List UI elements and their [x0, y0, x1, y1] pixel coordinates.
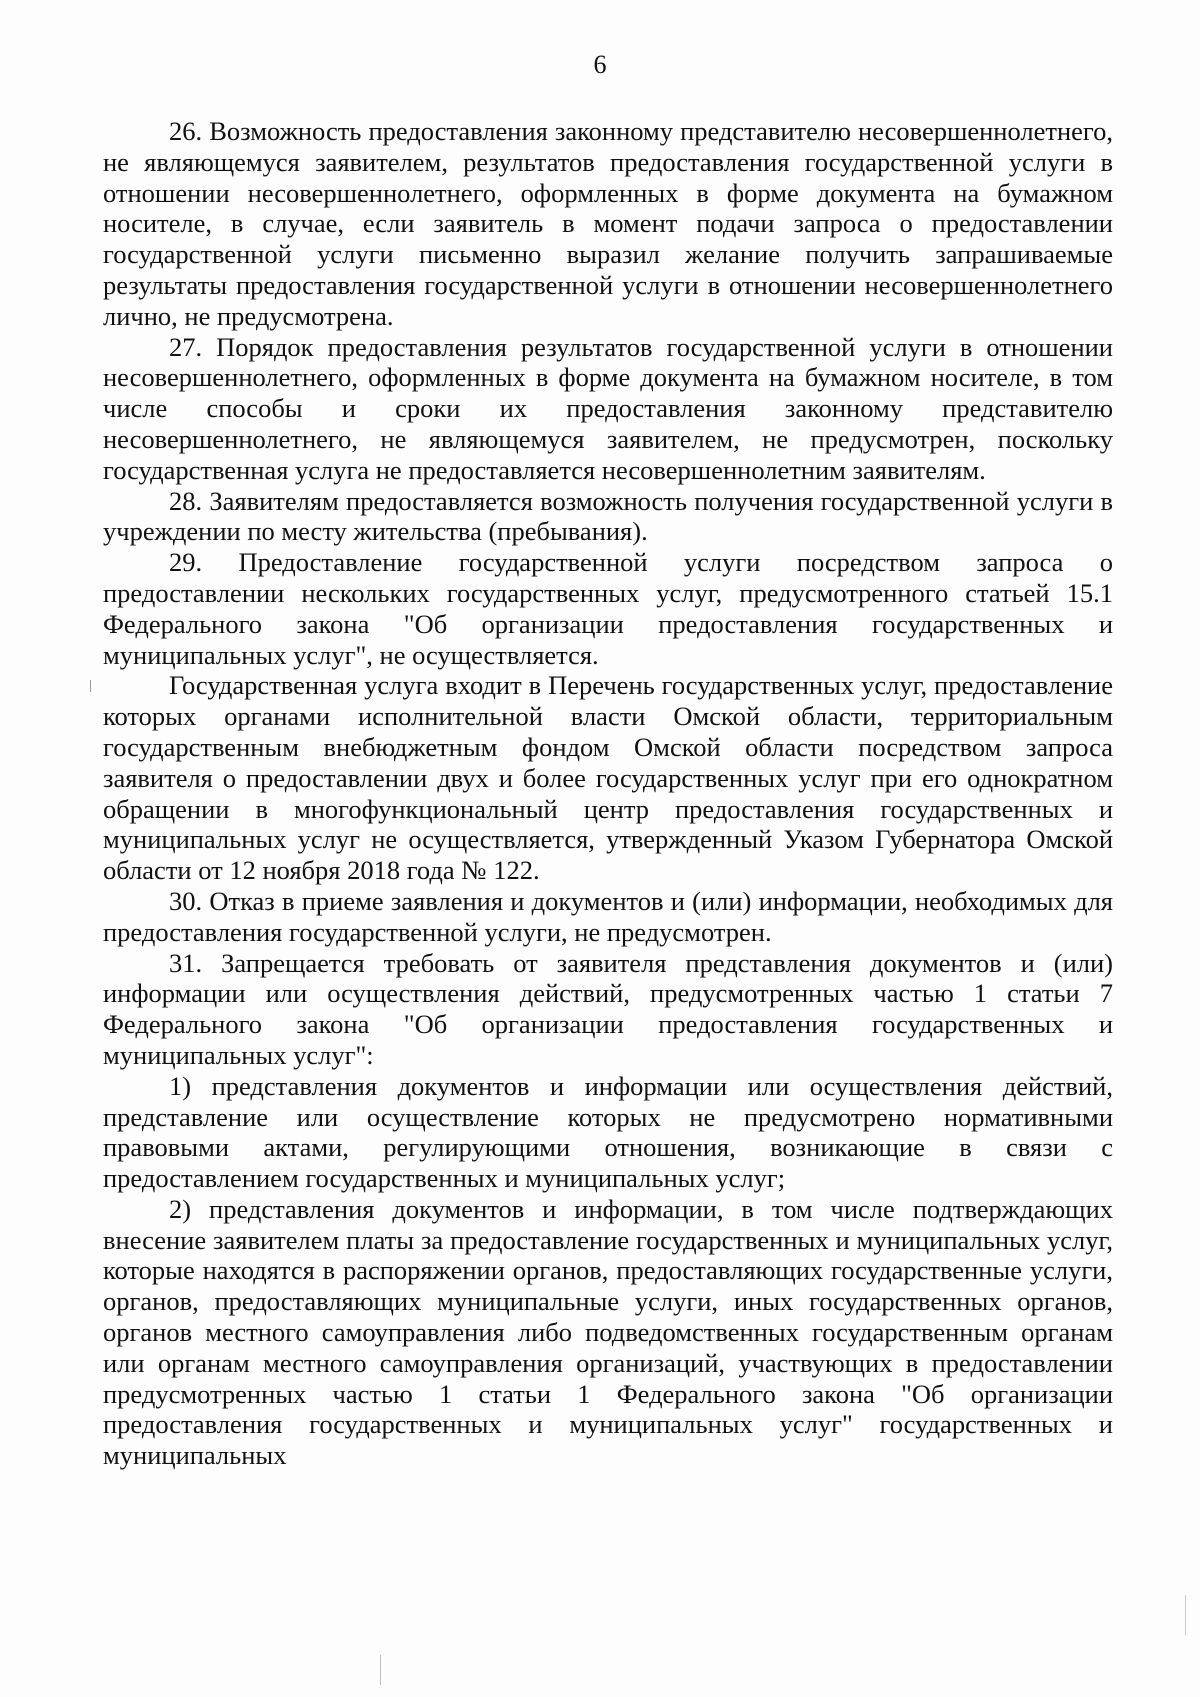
scan-artifact: [90, 680, 91, 692]
paragraph-27: 27. Порядок предоставления результатов государственной услуги в отношении несовершеннолетнего, оформленных в форме документа на бумажном носителе, в том числе способы и сроки их предоставления законному представителю несовершеннолетнего, не являющемуся заявителем, не предусмотрен, поскольку государственная услуга не предоставляется несовершеннолетним заявителям.: [103, 331, 1113, 485]
page-number: 6: [593, 50, 607, 79]
paragraph-29-continuation: Государственная услуга входит в Перечень государственных услуг, предоставление которых органами исполнительной власти Омской области, территориальным государственным внебюджетным фондом Омской области посредством запроса заявителя о предоставлении двух и более государственных услуг при его однократном обращении в многофункциональный центр предоставления государственных и муниципальных услуг не осуществляется, утвержденный Указом Губернатора Омской области от 12 ноября 2018 года № 122.: [103, 670, 1113, 886]
list-item-2: 2) представления документов и информации, в том числе подтверждающих внесение заявителем платы за предоставление государственных и муниципальных услуг, которые находятся в распоряжении органов, предоставляющих государственные услуги, органов, предоставляющих муниципальные услуги, иных государственных органов, органов местного самоуправления либо подведомственных государственным органам или органам местного самоуправления организаций, участвующих в предоставлении предусмотренных частью 1 статьи 1 Федерального закона "Об организации предоставления государственных и муниципальных услуг" государственных и муниципальных: [103, 1193, 1113, 1471]
paragraph-31: 31. Запрещается требовать от заявителя представления документов и (или) информации или осуществления действий, предусмотренных частью 1 статьи 7 Федерального закона "Об организации предоставления государственных и муниципальных услуг":: [103, 947, 1113, 1070]
list-item-1: 1) представления документов и информации или осуществления действий, представление или осуществление которых не предусмотрено нормативными правовыми актами, регулирующими отношения, возникающие в связи с предоставлением государственных и муниципальных услуг;: [103, 1070, 1113, 1194]
document-body: [103, 116, 1113, 1471]
scan-artifact: [380, 1655, 381, 1685]
paragraph-30: 30. Отказ в приеме заявления и документов и (или) информации, необходимых для предоставления государственной услуги, не предусмотрен.: [103, 885, 1113, 947]
paragraph-28: 28. Заявителям предоставляется возможность получения государственной услуги в учреждении по месту жительства (пребывания).: [103, 485, 1113, 547]
paragraph-26: 26. Возможность предоставления законному представителю несовершеннолетнего, не являющемуся заявителем, результатов предоставления государственной услуги в отношении несовершеннолетнего, оформленных в форме документа на бумажном носителе, в случае, если заявитель в момент подачи запроса о предоставлении государственной услуги письменно выразил желание получить запрашиваемые результаты предоставления государственной услуги в отношении несовершеннолетнего лично, не предусмотрена.: [103, 116, 1113, 331]
paragraph-29: 29. Предоставление государственной услуги посредством запроса о предоставлении нескольких государственных услуг, предусмотренного статьей 15.1 Федерального закона "Об организации предоставления государственных и муниципальных услуг", не осуществляется.: [103, 547, 1113, 670]
scan-artifact: [1185, 1595, 1186, 1635]
